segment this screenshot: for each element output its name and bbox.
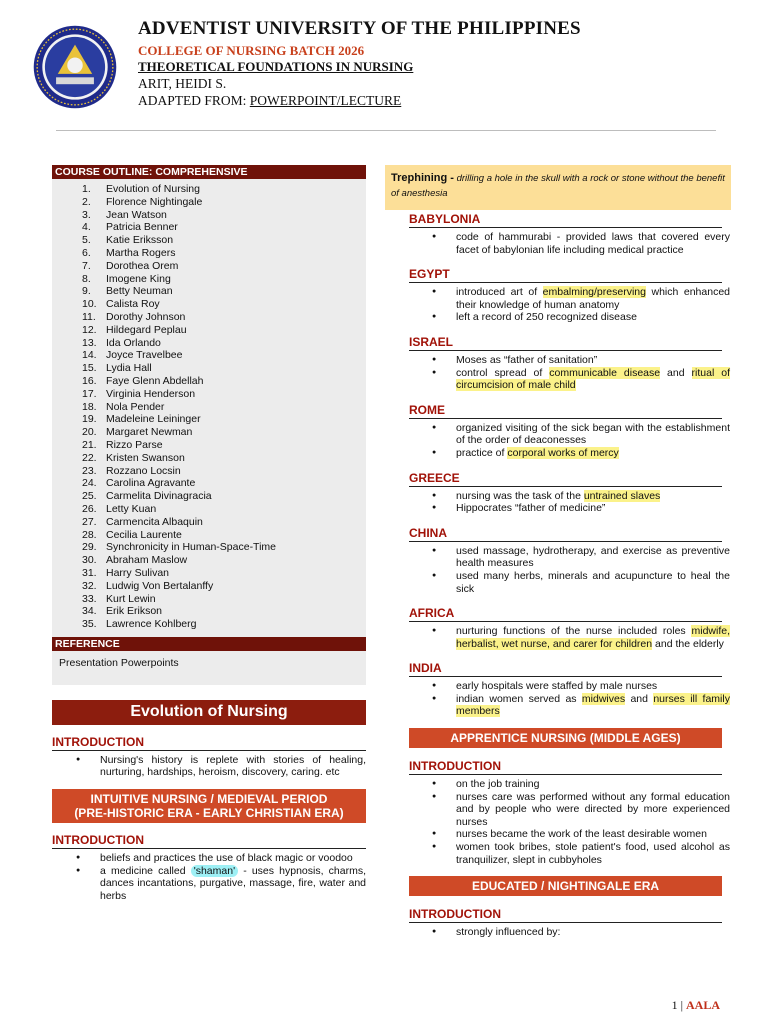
outline-item-title: Katie Eriksson [106, 234, 174, 247]
outline-item [82, 593, 366, 606]
outline-item-title: Kurt Lewin [106, 592, 156, 605]
section-heading-rome: ROME [409, 403, 722, 419]
text-run: - uses hypnosis, charms, dances incantations, purgative, massage, fire, water and herbs [100, 864, 366, 902]
text-run: control spread of [456, 366, 550, 379]
list-item: ● organized visiting of the sick began with the establishment of the order of deaconesses [456, 422, 730, 447]
section-heading-israel: ISRAEL [409, 335, 722, 351]
list-item: ● left a record of 250 recognized disease [456, 311, 730, 324]
bullet-list [392, 775, 730, 866]
outline-item-title: Hildegard Peplau [106, 323, 187, 336]
outline-item [82, 285, 366, 298]
list-item: ● women took bribes, stole patient's food, used alcohol as tranquilizer, slept in cubbyholes [456, 841, 730, 866]
outline-item [82, 580, 366, 593]
outline-item [82, 490, 366, 503]
outline-item-number: 3. [82, 208, 91, 221]
outline-item-number: 8. [82, 272, 91, 285]
outline-item [82, 439, 366, 452]
outline-item [82, 375, 366, 388]
outline-item-number: 14. [82, 349, 97, 362]
outline-item-number: 1. [82, 183, 91, 195]
outline-item-number: 7. [82, 259, 91, 272]
outline-item-title: Letty Kuan [106, 502, 157, 515]
highlight: corporal works of mercy [507, 446, 619, 459]
section-bar-intuitive [52, 789, 366, 823]
left-column [52, 165, 366, 902]
outline-item [82, 298, 366, 311]
outline-item-number: 32. [82, 579, 97, 592]
outline-item-number: 5. [82, 234, 91, 247]
list-item [100, 865, 366, 903]
outline-item-title: Carmelita Divinagracia [106, 490, 212, 503]
bullet-list [392, 923, 730, 939]
outline-item [82, 477, 366, 490]
outline-item [82, 618, 366, 631]
outline-item [82, 541, 366, 554]
list-item: ● Hippocrates “father of medicine” [456, 502, 730, 515]
highlight: embalming/preserving [542, 286, 646, 299]
list-item [456, 693, 730, 718]
outline-item-title: Carolina Agravante [106, 477, 196, 490]
outline-item [82, 465, 366, 478]
outline-item-number: 19. [82, 413, 97, 426]
course-outline-list [52, 179, 366, 631]
text-run: a medicine called [100, 864, 191, 877]
adapted-prefix: ADAPTED FROM: [138, 93, 250, 108]
list-item: ● Nursing's history is replete with stories of healing, nurturing, hardships, heroism, discovery, caring. etc [100, 754, 366, 779]
university-seal-icon [32, 24, 118, 110]
header-text [138, 18, 581, 109]
adapted-from [138, 92, 581, 109]
outline-item-title: Margaret Newman [106, 426, 193, 439]
outline-item-title: Lydia Hall [106, 362, 152, 375]
outline-item [82, 273, 366, 286]
university-name: ADVENTIST UNIVERSITY OF THE PHILIPPINES [138, 18, 581, 39]
section-heading-babylonia: BABYLONIA [409, 212, 722, 228]
section-heading: INTRODUCTION [52, 833, 366, 849]
outline-item-title: Jean Watson [106, 208, 167, 221]
outline-item [82, 605, 366, 618]
list-item [456, 625, 730, 650]
section-bar-line: INTUITIVE NURSING / MEDIEVAL PERIOD [90, 792, 328, 807]
bullet-list [392, 419, 730, 460]
outline-item-title: Faye Glenn Abdellah [106, 374, 204, 387]
outline-item-number: 22. [82, 451, 97, 464]
main-title: Evolution of Nursing [52, 700, 366, 725]
list-item: ● used massage, hydrotherapy, and exercise as preventive health measures [456, 545, 730, 570]
outline-item-title: Patricia Benner [106, 221, 178, 234]
text-run: and [660, 366, 692, 379]
outline-item-number: 24. [82, 477, 97, 490]
outline-item [82, 234, 366, 247]
section-heading: INTRODUCTION [409, 907, 722, 923]
outline-item-title: Calista Roy [106, 298, 160, 311]
outline-item-number: 13. [82, 336, 97, 349]
outline-item [82, 260, 366, 273]
highlight: midwife, herbalist, wet nurse, and carer for children [456, 625, 730, 650]
section-heading-africa: AFRICA [409, 606, 722, 622]
section-heading-china: CHINA [409, 526, 722, 542]
bullet-list [392, 487, 730, 515]
outline-item [82, 183, 366, 196]
outline-item-number: 16. [82, 374, 97, 387]
outline-item-number: 33. [82, 592, 97, 605]
bullet-list [52, 849, 366, 902]
course-name: THEORETICAL FOUNDATIONS IN NURSING [138, 59, 414, 74]
list-item: ● strongly influenced by: [456, 926, 730, 939]
bullet-list [392, 622, 730, 650]
highlight: nurses ill family members [456, 692, 730, 718]
outline-item-title: Erik Erikson [106, 605, 163, 618]
section-heading-greece: GREECE [409, 471, 722, 487]
outline-item-number: 10. [82, 298, 97, 311]
outline-item-number: 28. [82, 528, 97, 541]
outline-item-title: Nola Pender [106, 400, 165, 413]
outline-item-title: Dorothea Orem [106, 259, 179, 272]
outline-item-number: 29. [82, 541, 97, 554]
course-outline-title: COURSE OUTLINE: COMPREHENSIVE [52, 165, 366, 179]
footer-brand: AALA [685, 998, 720, 1012]
outline-item-title: Martha Rogers [106, 246, 176, 259]
trephining-definition: drilling a hole in the skull with a rock or stone without the benefit of anesthesia [391, 173, 725, 199]
outline-item-number: 25. [82, 490, 97, 503]
outline-item-title: Imogene King [106, 272, 171, 285]
outline-item-title: Betty Neuman [106, 285, 173, 298]
outline-item-number: 35. [82, 618, 97, 631]
outline-item-title: Virginia Henderson [106, 387, 196, 400]
highlight: 'shaman' [191, 865, 238, 877]
reference-title: REFERENCE [52, 637, 366, 651]
outline-item [82, 196, 366, 209]
outline-item [82, 209, 366, 222]
text-run: indian women served as [456, 692, 582, 705]
outline-item-title: Florence Nightingale [106, 195, 203, 208]
document-header [30, 14, 750, 108]
header-divider [56, 130, 716, 131]
section-bar-line: (PRE-HISTORIC ERA - EARLY CHRISTIAN ERA) [74, 806, 344, 821]
list-item [456, 447, 730, 460]
adapted-source: POWERPOINT/LECTURE [249, 93, 402, 108]
section-heading: INTRODUCTION [52, 735, 366, 751]
text-run: which enhanced their knowledge of human anatomy [456, 286, 731, 311]
outline-item [82, 388, 366, 401]
outline-item [82, 349, 366, 362]
outline-item [82, 324, 366, 337]
outline-item [82, 516, 366, 529]
outline-item-number: 31. [82, 566, 97, 579]
text-run: and [625, 692, 654, 705]
list-item [456, 286, 730, 311]
section-bar-educated: EDUCATED / NIGHTINGALE ERA [409, 876, 722, 896]
list-item: ● used many herbs, minerals and acupuncture to heal the sick [456, 570, 730, 595]
outline-item [82, 426, 366, 439]
right-column [392, 165, 730, 939]
list-item: ● beliefs and practices the use of black magic or voodoo [100, 852, 366, 865]
bullet-list [392, 228, 730, 256]
bullet-list [392, 542, 730, 595]
outline-item-number: 15. [82, 362, 97, 375]
outline-item [82, 529, 366, 542]
outline-item-number: 18. [82, 400, 97, 413]
list-item [456, 367, 730, 392]
outline-item-number: 4. [82, 221, 91, 234]
college-name: COLLEGE OF NURSING BATCH 2026 [138, 43, 365, 58]
section-heading-india: INDIA [409, 661, 722, 677]
list-item [456, 490, 730, 503]
highlight: ritual of circumcision of male child [456, 366, 730, 392]
outline-item-title: Abraham Maslow [106, 554, 188, 567]
bullet-list [392, 283, 730, 324]
outline-item [82, 221, 366, 234]
list-item: ● on the job training [456, 778, 730, 791]
outline-item-title: Harry Sulivan [106, 566, 170, 579]
outline-item [82, 247, 366, 260]
text-run: nursing was the task of the [456, 489, 584, 502]
course-outline [52, 165, 366, 637]
outline-item-title: Kristen Swanson [106, 451, 185, 464]
outline-item [82, 503, 366, 516]
outline-item-title: Ludwig Von Bertalanffy [106, 579, 214, 592]
bullet-list [52, 751, 366, 779]
outline-item-title: Rizzo Parse [106, 438, 163, 451]
outline-item-number: 30. [82, 554, 97, 567]
outline-item [82, 554, 366, 567]
outline-item-number: 34. [82, 605, 97, 618]
outline-item [82, 452, 366, 465]
list-item: ● code of hammurabi - provided laws that covered every facet of babylonian life including medical practice [456, 231, 730, 256]
reference-text: Presentation Powerpoints [59, 656, 179, 669]
outline-item [82, 362, 366, 375]
outline-item-number: 11. [82, 310, 96, 323]
outline-item-number: 26. [82, 502, 97, 515]
outline-item-title: Joyce Travelbee [106, 349, 183, 362]
outline-item-title: Synchronicity in Human-Space-Time [106, 541, 277, 554]
outline-item-number: 20. [82, 426, 97, 439]
outline-item [82, 413, 366, 426]
outline-item-number: 23. [82, 464, 97, 477]
footer-separator: | [680, 998, 683, 1012]
outline-item-title: Rozzano Locsin [106, 464, 181, 477]
highlight: communicable disease [549, 366, 661, 379]
outline-item-title: Cecilia Laurente [106, 528, 182, 541]
trephining-callout [385, 165, 731, 210]
outline-item-number: 17. [82, 387, 97, 400]
outline-item-number: 9. [82, 285, 91, 298]
highlight: untrained slaves [583, 489, 661, 502]
list-item: ● early hospitals were staffed by male nurses [456, 680, 730, 693]
outline-item-number: 2. [82, 195, 91, 208]
outline-item-title: Dorothy Johnson [106, 310, 186, 323]
page-number: 1 [671, 998, 678, 1012]
section-bar-apprentice: APPRENTICE NURSING (MIDDLE AGES) [409, 728, 722, 748]
outline-item-number: 21. [82, 438, 97, 451]
outline-item-title: Ida Orlando [106, 336, 161, 349]
text-run: introduced art of [456, 286, 543, 299]
outline-item [82, 311, 366, 324]
outline-item [82, 567, 366, 580]
highlight: midwives [581, 692, 626, 705]
outline-item-title: Madeleine Leininger [106, 413, 201, 426]
outline-item [82, 337, 366, 350]
section-heading-egypt: EGYPT [409, 267, 722, 283]
outline-item-number: 27. [82, 515, 97, 528]
trephining-term: Trephining - [391, 172, 454, 184]
page-footer [672, 998, 720, 1013]
text-run: and the elderly [652, 637, 724, 650]
outline-item-number: 12. [82, 323, 97, 336]
reference-box [52, 637, 366, 685]
text-run: practice of [456, 446, 508, 459]
bullet-list [392, 351, 730, 392]
section-heading: INTRODUCTION [409, 759, 722, 775]
list-item: ● Moses as “father of sanitation” [456, 354, 730, 367]
outline-item [82, 401, 366, 414]
outline-item-number: 6. [82, 246, 91, 259]
outline-item-title: Evolution of Nursing [106, 183, 200, 195]
bullet-list [392, 677, 730, 718]
list-item: ● nurses became the work of the least desirable women [456, 828, 730, 841]
author-name: ARIT, HEIDI S. [138, 76, 227, 91]
outline-item-title: Lawrence Kohlberg [106, 618, 197, 631]
text-run: nurturing functions of the nurse included roles [456, 625, 692, 638]
list-item: ● nurses care was performed without any formal education and by people who were directed by more experienced nurses [456, 791, 730, 829]
outline-item-title: Carmencita Albaquin [106, 515, 203, 528]
